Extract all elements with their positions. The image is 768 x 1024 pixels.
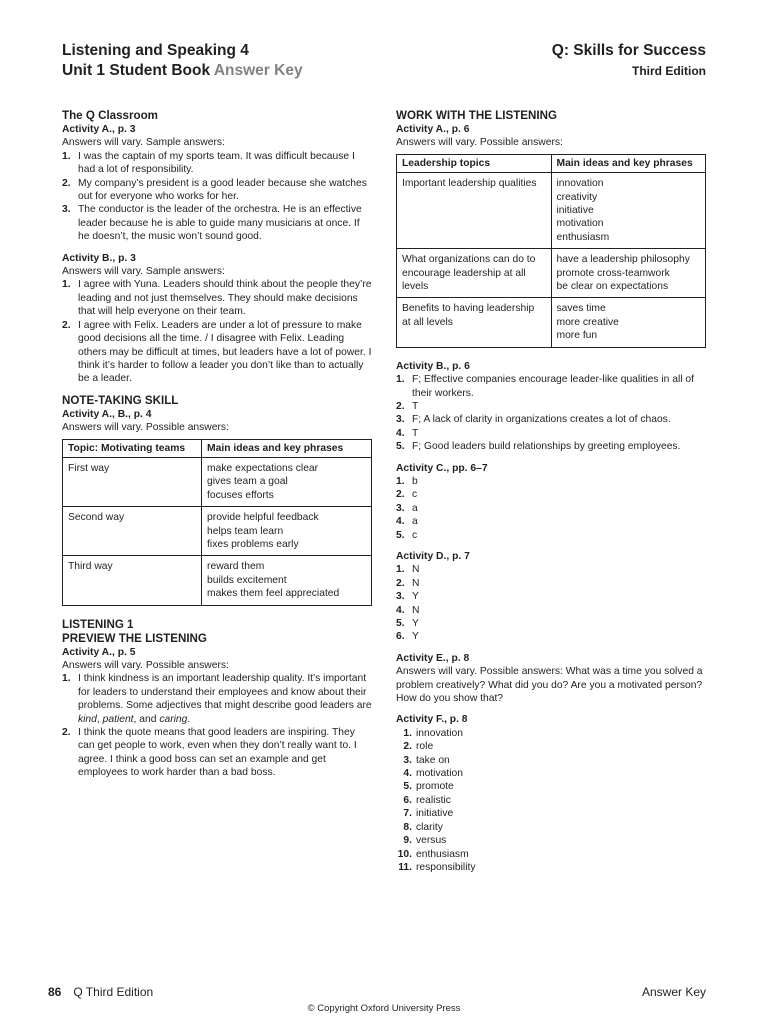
item-text: N [412, 577, 420, 589]
phrase-line: enthusiasm [556, 231, 610, 243]
list-item [396, 427, 706, 440]
item-number: 3. [396, 591, 405, 603]
item-number: 6. [396, 631, 405, 643]
list-item [396, 488, 706, 501]
item-text: T [412, 427, 419, 439]
item-number: 2. [403, 741, 412, 753]
list-item [396, 834, 706, 847]
item-text: versus [416, 835, 447, 847]
list-item [396, 848, 706, 861]
answer-key-label: Answer Key [213, 62, 303, 79]
phrase-line: gives team a goal [207, 476, 288, 488]
list-item [396, 767, 706, 780]
item-text: c [412, 489, 418, 501]
table-cell-topic: Important leadership qualities [397, 173, 552, 249]
phrase-line: makes them feel appreciated [207, 588, 340, 600]
table-row [63, 457, 372, 506]
right-column [396, 109, 706, 874]
unit-title [62, 61, 303, 81]
separator: , and [133, 713, 160, 725]
header-title-block [62, 41, 303, 81]
item-text: initiative [416, 808, 454, 820]
table-header: Leadership topics [397, 154, 552, 172]
table-row [63, 507, 372, 556]
table-cell-topic: Third way [63, 556, 202, 605]
activity-title: Activity C., pp. 6–7 [396, 462, 488, 474]
activity-intro: Answers will vary. Possible answers: [62, 422, 229, 434]
left-column [62, 109, 372, 780]
activity-intro: Answers will vary. Sample answers: [62, 266, 225, 278]
table-cell-phrases [202, 457, 372, 506]
item-text: c [412, 529, 418, 541]
table-cell-topic: Benefits to having leadership at all levels [397, 298, 552, 347]
list-item [62, 278, 372, 318]
table-cell-phrases [202, 556, 372, 605]
activity-title: Activity A., p. 3 [62, 124, 136, 135]
activity-title: Activity E., p. 8 [396, 652, 470, 664]
item-text: b [412, 475, 418, 487]
activity-title: Activity A., B., p. 4 [62, 408, 152, 420]
item-number: 10. [397, 848, 412, 860]
italic-word: kind [78, 713, 97, 725]
table-header: Topic: Motivating teams [63, 439, 202, 457]
item-text: Y [412, 618, 419, 629]
table-row [397, 173, 706, 249]
item-text: enthusiasm [416, 848, 469, 860]
footer-left [48, 984, 153, 1000]
phrase-line: innovation [556, 178, 604, 190]
item-number: 3. [403, 754, 412, 766]
item-number: 1. [62, 150, 71, 162]
activity-title: Activity F., p. 8 [396, 714, 468, 726]
phrase-line: be clear on expectations [556, 281, 669, 293]
section-heading-work-with-listening: WORK WITH THE LISTENING [396, 109, 558, 122]
item-text: Y [412, 591, 419, 603]
phrase-line: focuses efforts [207, 489, 274, 501]
table-header-row [63, 439, 372, 457]
list-item [396, 440, 706, 453]
table-row [397, 249, 706, 298]
activity-intro: Answers will vary. Sample answers: [62, 137, 225, 149]
activity-title: Activity A., p. 5 [62, 646, 136, 658]
item-number: 6. [403, 794, 412, 806]
list-item [396, 515, 706, 528]
phrase-line: more fun [556, 330, 598, 342]
list-item [396, 502, 706, 515]
item-number: 1. [396, 475, 405, 487]
item-number: 5. [403, 781, 412, 793]
list-item [396, 754, 706, 767]
phrase-line: more creative [556, 316, 619, 328]
item-text: clarity [416, 821, 443, 833]
item-text: Y [412, 631, 419, 643]
item-text: The conductor is the leader of the orchestra. He is an effective leader because he is able to guide many musicians at once. If he doesn’t, the music won’t sound good. [78, 204, 362, 243]
section-heading-note-taking: NOTE-TAKING SKILL [62, 393, 179, 407]
table-cell-phrases [551, 298, 706, 347]
table-cell-topic: What organizations can do to encourage leadership at all levels [397, 249, 552, 298]
section-heading-q-classroom: The Q Classroom [62, 109, 158, 122]
table-row [63, 556, 372, 605]
list-item [396, 780, 706, 793]
table-header-row [397, 154, 706, 172]
table-header: Main ideas and key phrases [202, 439, 372, 457]
item-number: 5. [396, 529, 405, 541]
phrase-line: helps team learn [207, 525, 284, 537]
item-number: 5. [396, 441, 405, 453]
italic-word: caring [159, 713, 188, 725]
item-text: realistic [416, 794, 451, 806]
answer-list [62, 278, 372, 385]
list-item [396, 740, 706, 753]
phrase-line: initiative [556, 205, 594, 217]
answer-list [396, 373, 706, 453]
item-text: take on [416, 754, 450, 766]
activity-title: Activity A., p. 6 [396, 124, 470, 135]
activity-intro: Answers will vary. Possible answers: [62, 660, 229, 671]
table-cell-phrases [202, 507, 372, 556]
list-item [396, 604, 706, 617]
item-number: 2. [396, 400, 405, 412]
list-item [396, 727, 706, 740]
list-item [62, 177, 372, 204]
item-text: responsibility [416, 861, 476, 873]
item-text: a [412, 516, 418, 528]
item-number: 4. [396, 516, 405, 528]
answer-list [62, 150, 372, 244]
list-item [396, 630, 706, 643]
item-number: 4. [396, 427, 405, 439]
item-text: role [416, 741, 434, 753]
list-item [62, 726, 372, 780]
list-item [396, 475, 706, 488]
table-header: Main ideas and key phrases [551, 154, 706, 172]
list-item [396, 821, 706, 834]
item-number: 11. [398, 861, 412, 873]
list-item [396, 400, 706, 413]
answer-list [396, 563, 706, 643]
footer-right-label: Answer Key [641, 985, 706, 999]
activity-text: Answers will vary. Possible answers: What was a time you solved a problem creatively? What did you do? Are you a motivated person? How do you show that? [396, 666, 703, 705]
list-item [396, 563, 706, 576]
item-number: 9. [403, 835, 412, 847]
motivating-teams-table [62, 439, 372, 606]
separator: . [187, 713, 191, 725]
activity-title: Activity B., p. 6 [396, 360, 470, 372]
table-cell-phrases [551, 173, 706, 249]
item-number: 2. [62, 177, 71, 189]
unit-label: Unit 1 Student Book [62, 62, 211, 79]
item-number: 3. [62, 204, 71, 216]
list-item [396, 577, 706, 590]
separator: , [96, 713, 103, 725]
phrase-line: provide helpful feedback [207, 512, 319, 524]
activity-title: Activity D., p. 7 [396, 550, 470, 562]
list-item [396, 807, 706, 820]
phrase-line: saves time [556, 303, 606, 315]
item-text: N [412, 564, 420, 576]
list-item [396, 861, 706, 874]
edition-label: Third Edition [632, 64, 706, 78]
item-number: 8. [403, 821, 412, 833]
activity-title: Activity B., p. 3 [62, 252, 136, 264]
item-text: N [412, 604, 420, 616]
answer-list [396, 727, 706, 874]
section-heading-listening-1: LISTENING 1 [62, 617, 134, 631]
item-text: I think the quote means that good leaders are inspiring. They can get people to work, even when they don’t really want to. I agree. I think a good boss can set an example and get employees to work harder than a bad boss. [78, 727, 357, 779]
item-text: F; Good leaders build relationships by greeting employees. [412, 441, 681, 453]
list-item [396, 529, 706, 542]
item-text: I agree with Yuna. Leaders should think about the people they’re leading and not just themselves. They should make decisions that will help everyone on their team. [78, 279, 372, 318]
table-cell-phrases [551, 249, 706, 298]
list-item [396, 794, 706, 807]
list-item [62, 319, 372, 386]
activity-intro: Answers will vary. Possible answers: [396, 137, 563, 149]
item-number: 2. [62, 319, 71, 331]
phrase-line: creativity [556, 191, 598, 203]
item-text: innovation [416, 727, 463, 739]
list-item [396, 373, 706, 400]
italic-word: patient [102, 713, 134, 725]
phrase-line: promote cross-teamwork [556, 267, 670, 279]
item-number: 1. [62, 673, 71, 685]
answer-list [62, 672, 372, 779]
item-number: 1. [396, 564, 405, 576]
table-cell-topic: First way [63, 457, 202, 506]
item-text: I agree with Felix. Leaders are under a lot of pressure to make good decisions all the time. / I disagree with Felix. Leading others may be difficult at times, but leaders have a lot of power. I think it’s harder to follow a leader you don’t like than to actually be a leader. [78, 319, 372, 385]
item-number: 7. [403, 808, 412, 820]
copyright-notice: © Copyright Oxford University Press [307, 1003, 461, 1014]
list-item [396, 590, 706, 603]
list-item [62, 672, 372, 726]
book-title: Listening and Speaking 4 [62, 42, 249, 59]
page-number: 86 [48, 985, 62, 999]
item-text: I think kindness is an important leadership quality. It’s important for leaders to understand their employees and know about their problems. Some adjectives that might describe good leaders are [78, 673, 372, 712]
phrase-line: fixes problems early [207, 538, 299, 550]
list-item [396, 413, 706, 426]
list-item [62, 150, 372, 177]
answer-list [396, 475, 706, 542]
leadership-topics-table [396, 154, 706, 348]
item-number: 2. [62, 727, 71, 739]
item-number: 1. [403, 727, 412, 739]
section-subheading-preview: PREVIEW THE LISTENING [62, 631, 207, 645]
phrase-line: reward them [207, 561, 265, 573]
item-number: 2. [396, 489, 405, 501]
item-number: 3. [396, 502, 405, 514]
item-text: My company’s president is a good leader because she watches out for everyone who works for her. [78, 177, 367, 203]
item-number: 4. [403, 768, 412, 780]
phrase-line: make expectations clear [207, 462, 319, 474]
footer-edition: Q Third Edition [73, 985, 154, 999]
item-number: 1. [62, 279, 71, 291]
item-number: 5. [396, 618, 405, 629]
brand-title: Q: Skills for Success [551, 42, 706, 59]
item-number: 2. [396, 577, 405, 589]
item-number: 4. [396, 604, 405, 616]
table-cell-topic: Second way [63, 507, 202, 556]
item-number: 1. [396, 374, 405, 386]
phrase-line: have a leadership philosophy [556, 254, 690, 266]
header-brand-block [552, 41, 706, 81]
item-text: F; Effective companies encourage leader-like qualities in all of their workers. [412, 374, 694, 399]
item-text: a [412, 502, 418, 514]
item-text: motivation [416, 768, 463, 780]
list-item [62, 203, 372, 243]
item-text: T [412, 400, 419, 412]
list-item [396, 617, 706, 630]
item-text: I was the captain of my sports team. It was difficult because I had a lot of responsibility. [78, 150, 355, 176]
item-number: 3. [396, 414, 405, 426]
phrase-line: builds excitement [207, 574, 287, 586]
phrase-line: motivation [556, 218, 604, 230]
item-text: promote [416, 781, 454, 793]
item-text: F; A lack of clarity in organizations creates a lot of chaos. [412, 414, 671, 426]
table-row [397, 298, 706, 347]
